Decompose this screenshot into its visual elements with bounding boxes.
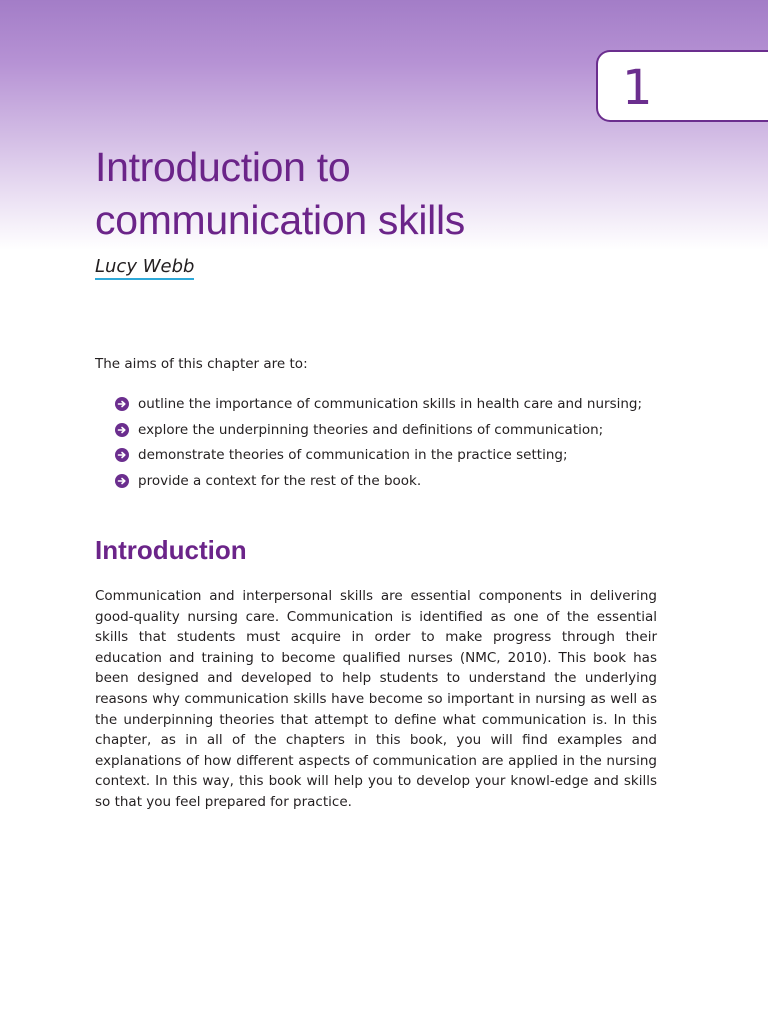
aims-list-item-text: outline the importance of communication skills in health care and nursing; [138, 395, 643, 412]
aims-intro-text: The aims of this chapter are to: [95, 356, 308, 372]
chapter-title [95, 141, 465, 247]
introduction-heading: Introduction [95, 535, 247, 565]
arrow-circle-icon [115, 474, 129, 488]
aims-list-item [115, 391, 642, 417]
chapter-title-line-1: Introduction to [95, 144, 351, 190]
chapter-number-tab [596, 50, 768, 122]
aims-list-item [115, 442, 642, 468]
aims-list-item-text: explore the underpinning theories and definitions of communication; [138, 421, 604, 438]
aims-list-item-text: demonstrate theories of communication in the practice setting; [138, 447, 568, 464]
aims-list-item-text: provide a context for the rest of the book. [138, 472, 422, 489]
chapter-number: 1 [622, 60, 653, 116]
aims-list-item [115, 468, 642, 494]
aims-list-item [115, 417, 642, 443]
arrow-circle-icon [115, 448, 129, 462]
author-name: Lucy Webb [95, 256, 194, 280]
arrow-circle-icon [115, 423, 129, 437]
arrow-circle-icon [115, 397, 129, 411]
aims-list [115, 391, 642, 494]
introduction-paragraph: Communication and interpersonal skills are essential components in delivering good-quality nursing care. Communication is identified as one of the essential skills that students must acquire in order to make progress through their education and training to become qualified nurses (NMC, 2010). This book has been designed and developed to help students to understand the underlying reasons why communication skills have become so important in nursing as well as the underpinning theories that attempt to define what communication is. In this chapter, as in all of the chapters in this book, you will find examples and explanations of how different aspects of communication are applied in the nursing context. In this way, this book will help you to develop your knowl-edge and skills so that you feel prepared for practice. [95, 588, 657, 810]
chapter-title-line-2: communication skills [95, 197, 465, 243]
